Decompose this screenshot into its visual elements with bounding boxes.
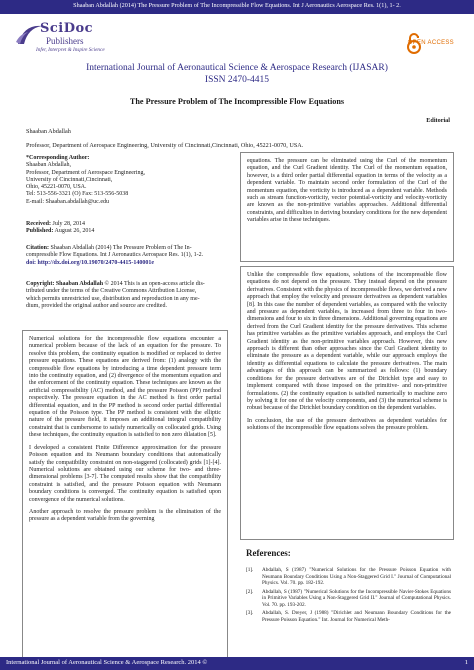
corresponding-line: Ohio, 45221-0070, USA. — [26, 184, 87, 191]
section-label: Editorial — [426, 117, 450, 124]
body-paragraph: Numerical solutions for the incompressible flow equations encounter a numerical problem because of the lack of an equation for the pressure. To resolve this problem, the continuity equation is modified or replaced to derive pressure equations. These equations are derived from: (1) analogy with the compressible flow equations by introducing a time dependent pressure term into the continuity equation, and (2) divergence of the momentum equation and the enforcement of the continuity equation. These techniques are known as the artificial compressibility (AC) method, and the pressure Poisson (PP) method respectively. The pressure equation in the AC method is first order partial differential equation, and in the PP method is second order partial differential equation of the Poisson type. The PP method is consistent with the elliptic nature of the pressure field, it imposes an additional integral compatibility constraint that is cumbersome to satisfy numerically on collocated grids. Using these techniques, the continuity equation is satisfied to non zero dilatation [5]. — [29, 336, 221, 439]
footer-journal: International Journal of Aeronautical Science & Aerospace Research. 2014 © — [6, 659, 208, 666]
journal-name: International Journal of Aeronautical Science & Aerospace Research (IJASAR) — [86, 63, 388, 73]
body-left-column — [22, 330, 228, 658]
reference-number: [1]. — [246, 567, 254, 573]
author-affiliation: Professor, Department of Aerospace Engineering, University of Cincinnati,Cincinnati, Ohio, 45221-0070, USA. — [26, 142, 304, 149]
body-paragraph: Unlike the compressible flow equations, solutions of the incompressible flow equations do not depend on the pressure. They instead depend on the pressure derivatives. Consistent with the physics of incompressible flows, we derived a new approach that employ the velocity and pressure derivatives as dependent variables [8]. In this case the number of dependent variables, as compared with the velocity and pressure as dependent variables, is increased from three to four in two-dimensions and four to six in three dimensions. Additional governing equations are derived from the Curl Gradient identity for the pressure derivatives. This scheme has primitive variables as the primitive variables approach, and employs the Curl Gradient identity as the non-primitive variables approach. However, this new approach is different than other approaches since the Curl Gradient identity to eliminate the pressure as a dependent variable, while our approach employs the identity as differential equations to calculate the pressure derivatives. The main advantages of this approach can be summarized as follows: (1) boundary conditions for the pressure derivatives are of the Dirichlet type and easy to implement compared with those imposed on the primitive- and non-primitive formulations. (2) the continuity equation is satisfied numerically to machine zero by solving it for one of the velocity components, and (3) the numerical scheme is robust because of the Dirichlet boundary condition on the dependent variables. — [247, 272, 447, 412]
body-paragraph: In conclusion, the use of the pressure derivatives as dependent variables for solutions of the incompressible flow equations solves the pressure problem. — [247, 417, 447, 432]
copyright-block — [26, 281, 232, 310]
corresponding-line: Tel: 513-556-3321 (O) Fax: 513-556-5038 — [26, 191, 129, 198]
page-number: 1 — [464, 659, 468, 666]
reference-text: Abdallah, S (1987) "Numerical Solutions for the Incompressible Navier-Stokes Equations in Primitive Variables Using a Non-Staggered Grid II." Journal of Computational Physics. Vol. 70. pp. 193-202. — [262, 588, 451, 608]
reference-item — [246, 610, 451, 623]
corresponding-email[interactable]: E-mail: Shaaban.abdallah@uc.edu — [26, 198, 109, 205]
body-right-top-column — [240, 152, 454, 262]
reference-text: Abdallah, S (1987) "Numerical Solutions for the Pressure Poisson Equation with Neumann Boundary Conditions Using a Non-Staggered Grid I." Journal of Computational Physics. Vol. 70. pp. 182-192. — [262, 567, 451, 586]
body-right-main-column — [240, 266, 454, 540]
corresponding-heading: *Corresponding Author: — [26, 155, 90, 161]
reference-text: Abdallah, S. Dreyer, J (1988) "Dirichlet and Neumann Boundary Conditions for the Pressure Poisson Equation." Int. Journal for Numerical Meth- — [262, 610, 451, 623]
references-list — [246, 567, 451, 625]
citation-text: compressible Flow Equations. Int J Aeronautics Aerospace Res. 1(1), 1-2. — [26, 252, 204, 259]
citation-block — [26, 245, 232, 267]
journal-issn: ISSN 2470-4415 — [204, 75, 270, 85]
copyright-text: which permits unrestricted use, distribution and reproduction in any me- — [26, 295, 200, 302]
reference-number: [2]. — [246, 588, 254, 595]
publisher-logo — [14, 20, 105, 60]
published-date: August 26, 2014 — [54, 228, 95, 235]
publisher-sub: Publishers — [46, 36, 84, 46]
published-label: Published: — [26, 228, 54, 235]
open-access-badge — [394, 30, 454, 56]
article-title: The Pressure Problem of The Incompressible Flow Equations — [129, 97, 345, 106]
publisher-name: SciDoc — [40, 21, 94, 36]
body-paragraph: Another approach to resolve the pressure problem is the elimination of the pressure as a dependent variable from the governing — [29, 508, 221, 523]
open-access-label: OPEN ACCESS — [407, 40, 454, 46]
copyright-text: dium, provided the original author and source are credited. — [26, 302, 167, 309]
corresponding-line: Shaaban Abdallah, — [26, 162, 71, 169]
copyright-label: Copyright: Shaaban Abdallah — [26, 281, 104, 287]
publisher-tagline: Infer, Interpret & Inspire Science — [36, 47, 105, 53]
citation-doi-link[interactable]: doi: http://dx.doi.org/10.19070/2470-4415-140001e — [26, 259, 155, 266]
reference-item — [246, 567, 451, 587]
footer-bar — [0, 657, 474, 670]
citation-label: Citation: — [26, 245, 49, 251]
copyright-text: © 2014 This is an open-access article dis- — [104, 281, 205, 287]
author-name: Shaaban Abdallah — [26, 128, 71, 135]
corresponding-line: University of Cincinnati,Cincinnati, — [26, 176, 113, 183]
references-heading: References: — [246, 548, 291, 558]
running-header-bar — [0, 0, 474, 14]
body-paragraph: equations. The pressure can be eliminated using the Curl of the momentum equation, and the Curl Gradient identity. The Curl of the momentum equation, however, is a third order partial differential equation in terms of the velocity as a dependent variable. To maintain second order formulation of the Curl of the momentum equation, the vorticity is introduced as a dependent variable. Methods such as stream function-vorticity, vector potential-vorticity and velocity-vorticity are known as the non-primitive variables approaches. Additional differential constraints, and difficulties in deriving boundary conditions for the new dependent variables arise in these techniques. — [247, 158, 447, 224]
corresponding-line: Professor, Department of Aerospace Engineering, — [26, 169, 146, 176]
received-date: July 28, 2014 — [52, 221, 86, 227]
dates-block — [26, 221, 226, 236]
body-paragraph: I developed a consistent Finite Difference approximation for the pressure Poisson equation and its Neumann boundary conditions that automatically satisfy the compatibility constraint on non-staggered (collocated) grids [1]-[4]. Numerical solutions are obtained using our scheme for two- and three-dimensional problems [3-7]. The computed results show that the compatibility constraint is satisfied, and the pressure Poisson equation with Neumann boundary conditions is converged. The continuity equation is satisfied upon convergence of the numerical solutions. — [29, 444, 221, 503]
citation-text: Shaaban Abdallah (2014) The Pressure Problem of The In- — [50, 245, 192, 251]
running-head: Shaaban Abdallah (2014) The Pressure Problem of The Incompressible Flow Equations. Int J Aeronautics Aerospace Res. 1(1), 1- 2. — [73, 2, 401, 9]
reference-item — [246, 589, 451, 609]
reference-number: [3]. — [246, 610, 254, 616]
copyright-text: tributed under the terms of the Creative Commons Attribution License, — [26, 288, 197, 295]
corresponding-author-block — [26, 155, 226, 206]
received-label: Received: — [26, 221, 51, 227]
